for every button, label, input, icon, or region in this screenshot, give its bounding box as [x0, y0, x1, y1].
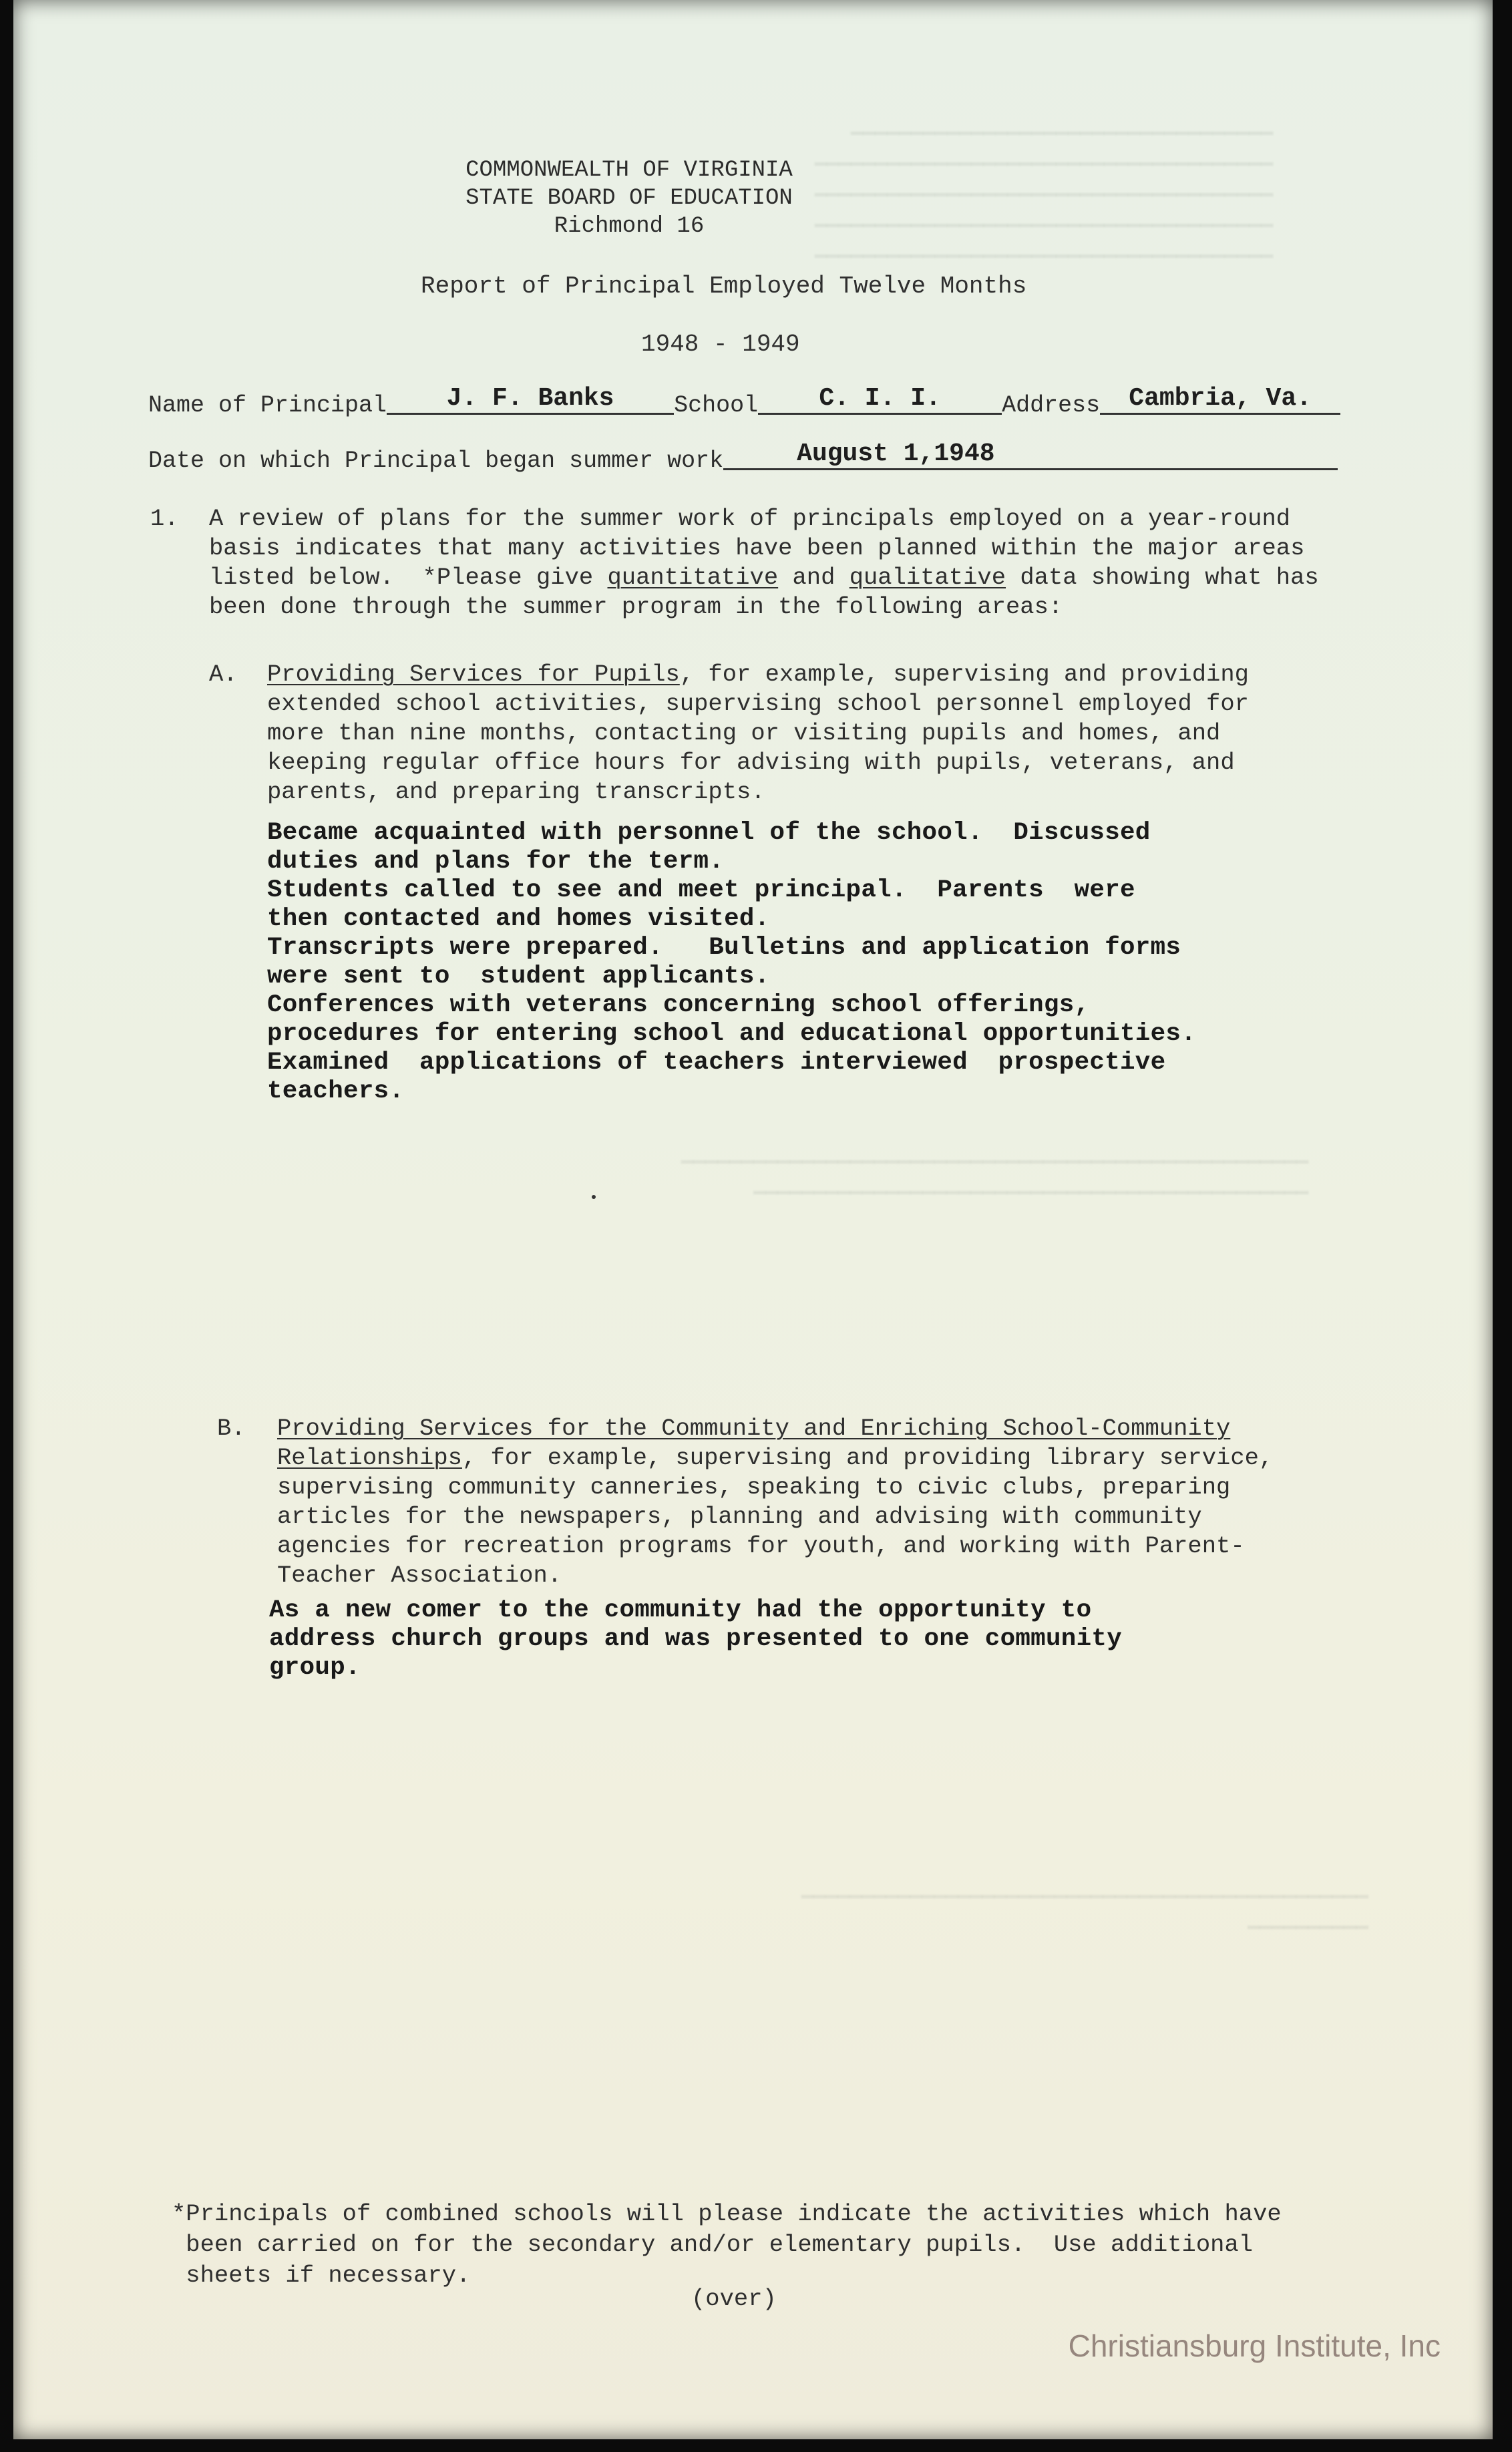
section-b-text: supervising community canneries, speaking to civic clubs, preparing articles for the newspapers, planning and advising with community agencies for recreation programs for youth, and working with Parent- Teacher Association.: [277, 1473, 1245, 1589]
section-b-heading-cont: Relationships: [277, 1444, 462, 1471]
section-a-letter: A.: [209, 661, 238, 688]
over-note: (over): [691, 2285, 777, 2312]
section-b-letter: B.: [217, 1415, 246, 1442]
report-title: Report of Principal Employed Twelve Months: [421, 273, 1027, 300]
section-a-response: Became acquainted with personnel of the school. Discussed duties and plans for the term. Students called to see and meet principal. Parents were then contacted and homes visited. Transcripts were prepared. Bulletins and application forms were sent to student applicants. Conferences with veterans concerning school offerings, procedures for entering school and educational opportunities. Examined applications of teachers interviewed prospective teachers.: [267, 819, 1197, 1105]
section-b-response: As a new comer to the community had the opportunity to address church groups and was presented to one community group.: [269, 1596, 1123, 1682]
principal-name-field: J. F. Banks: [387, 384, 674, 415]
bleed-through-shadow: ━━━━━━━━━━━━━━━━━━━━━━━━━━━━━━━━━━━ ━━━━━━━━━━━━━━━━━━━━━━━━━━━━━━━━━━━━━━ ━━━━━━━━━━━━━━━━━━━━━━━━━━━━━━━━━━━━━━ ━━━━━━━━━━━━━━━━━━━━━━━━━━━━━━━━━━━━━━ ━━━━━━━━━━━━━━━━━━━━━━━━━━━━━━━━━━━━━━: [815, 124, 1274, 270]
section-b-heading: Providing Services for the Community and Enriching School-Community: [277, 1415, 1231, 1442]
document-page: [13, 0, 1493, 2439]
quantitative-word: quantitative: [607, 564, 779, 591]
name-label: Name of Principal: [148, 392, 387, 419]
address-label: Address: [1002, 392, 1101, 419]
intro-text-end: data showing what has been done through the summer program in the following areas:: [209, 564, 1319, 621]
section-b-text-first: , for example, supervising and providing library service,: [461, 1444, 1274, 1471]
header-line-board: STATE BOARD OF EDUCATION: [465, 186, 793, 211]
watermark: Christiansburg Institute, Inc: [1068, 2328, 1441, 2363]
header-line-commonwealth: COMMONWEALTH OF VIRGINIA: [465, 158, 793, 183]
section-a-heading: Providing Services for Pupils: [267, 661, 680, 688]
section-1-intro: [209, 504, 1319, 622]
start-date-field: August 1,1948: [723, 440, 1338, 470]
section-a-description: [267, 660, 1249, 807]
bleed-through-shadow: ━━━━━━━━━━━━━━━━━━━━━━━━━━━━━━━━━━━━━━━━━━━━━━━━━━━━ ━━━━━━━━━━━━━━━━━━━━━━━━━━━━━━━━━━━━━━━━━━━━━━: [681, 1153, 1309, 1206]
school-years: 1948 - 1949: [641, 331, 800, 358]
intro-text: A review of plans for the summer work of principals employed on a year-round basis indicates that many activities have been planned within the major areas listed below. *Please give: [209, 505, 1305, 591]
school-label: School: [674, 392, 759, 419]
principal-info-row: [148, 384, 1340, 421]
section-a-text: , for example, supervising and providing extended school activities, supervising school personnel employed for more than nine months, contacting or visiting pupils and homes, and keeping regular office hours for advising with pupils, veterans, and parents, and preparing transcripts.: [267, 661, 1249, 806]
school-name-field: C. I. I.: [758, 384, 1002, 415]
start-date-row: [148, 440, 1338, 477]
ink-speck: [592, 1195, 596, 1199]
date-label: Date on which Principal began summer work: [148, 448, 724, 474]
qualitative-word: qualitative: [849, 564, 1006, 591]
bleed-through-shadow: ━━━━━━━━━━━━━━━━━━━━━━━━━━━━━━━━━━━━━━━━━━━━━━━ ━━━━━━━━━━: [801, 1888, 1368, 1941]
section-b-description: [277, 1414, 1273, 1590]
address-field: Cambria, Va.: [1100, 384, 1340, 415]
letterhead: [0, 156, 1385, 240]
footnote: *Principals of combined schools will please indicate the activities which have been carried on for the secondary and/or elementary pupils. Use additional sheets if necessary.: [172, 2200, 1282, 2289]
section-number: 1.: [150, 505, 179, 532]
header-line-city: Richmond 16: [554, 214, 705, 239]
intro-and: and: [778, 564, 849, 591]
